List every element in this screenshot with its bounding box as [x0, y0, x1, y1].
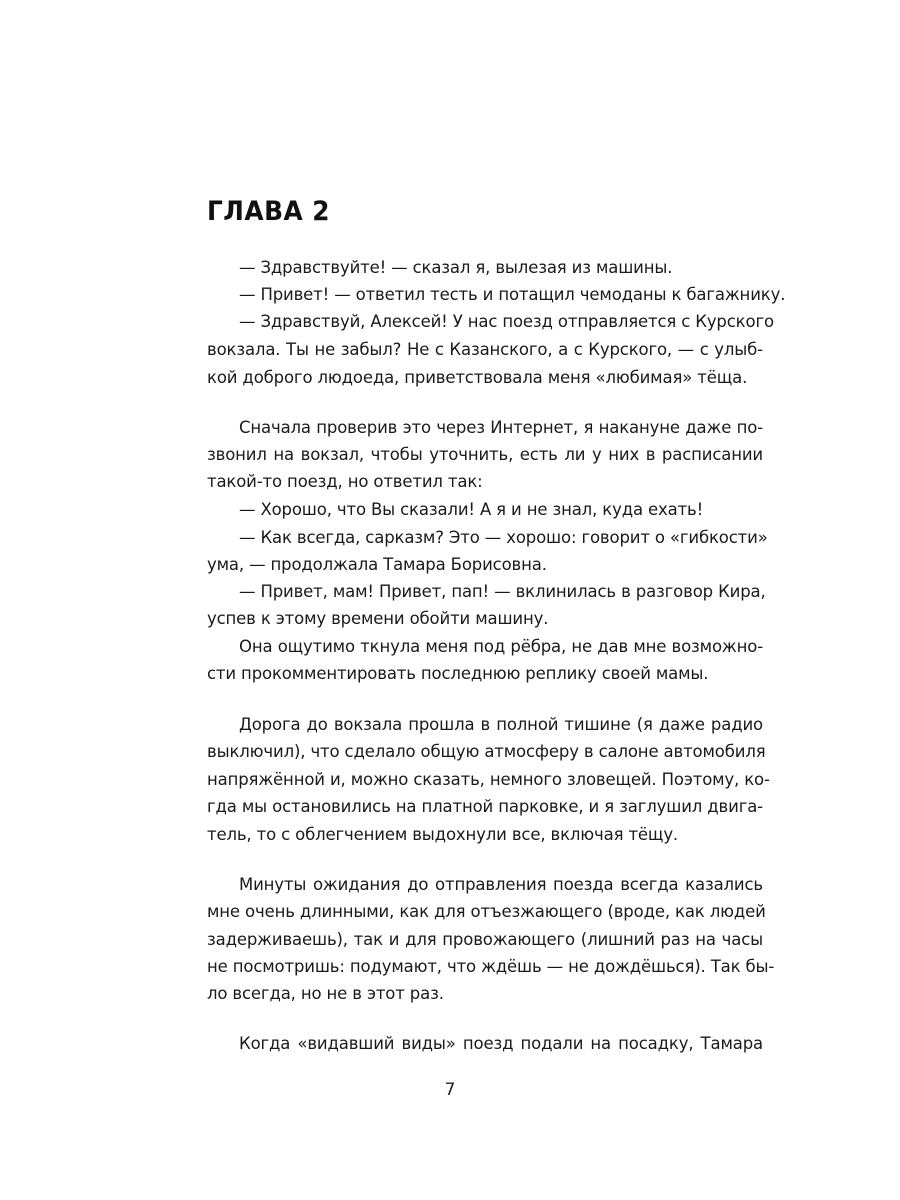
text-line: выключил), что сделало общую атмосферу в салоне автомобиля	[207, 742, 766, 761]
text-line: ума, — продолжала Тамара Борисовна.	[207, 555, 547, 574]
text-line: Она ощутимо ткнула меня под рёбра, не дав мне возможно-	[239, 637, 763, 656]
text-line: вокзала. Ты не забыл? Не с Казанского, а с Курского, — с улыб-	[207, 340, 763, 359]
text-line: кой доброго людоеда, приветствовала меня «любимая» тёща.	[207, 368, 748, 387]
text-line: Дорога до вокзала прошла в полной тишине (я даже радио	[239, 715, 763, 734]
text-line: не посмотришь: подумают, что ждёшь — не дождёшься). Так бы-	[207, 957, 775, 976]
chapter-title: ГЛАВА 2	[207, 196, 331, 227]
text-line: — Привет! — ответил тесть и потащил чемоданы к багажнику.	[239, 285, 786, 304]
text-line: задерживаешь), так и для провожающего (лишний раз на часы	[207, 930, 763, 949]
text-line: сти прокомментировать последнюю реплику своей мамы.	[207, 664, 709, 683]
text-line: мне очень длинными, как для отъезжающего (вроде, как людей	[207, 902, 766, 921]
text-line: — Хорошо, что Вы сказали! А я и не знал, куда ехать!	[239, 500, 704, 519]
text-line: тель, то с облегчением выдохнули все, включая тёщу.	[207, 825, 679, 844]
text-line: — Здравствуйте! — сказал я, вылезая из машины.	[239, 258, 673, 277]
text-line: такой-то поезд, но ответил так:	[207, 472, 483, 491]
text-line: Сначала проверив это через Интернет, я накануне даже по-	[239, 418, 763, 437]
text-line: Когда «видавший виды» поезд подали на посадку, Тамара	[239, 1034, 763, 1053]
text-line: звонил на вокзал, чтобы уточнить, есть ли у них в расписании	[207, 445, 763, 464]
text-line: успев к этому времени обойти машину.	[207, 609, 549, 628]
text-line: — Как всегда, сарказм? Это — хорошо: говорит о «гибкости»	[239, 528, 768, 547]
page-number: 7	[444, 1080, 456, 1100]
text-line: ло всегда, но не в этот раз.	[207, 984, 444, 1003]
text-line: — Здравствуй, Алексей! У нас поезд отправляется с Курского	[239, 312, 774, 331]
text-line: — Привет, мам! Привет, пап! — вклинилась в разговор Кира,	[239, 582, 766, 601]
text-line: напряжённой и, можно сказать, немного зловещей. Поэтому, ко-	[207, 770, 770, 789]
text-line: Минуты ожидания до отправления поезда всегда казались	[239, 875, 763, 894]
text-line: гда мы остановились на платной парковке, и я заглушил двига-	[207, 797, 763, 816]
